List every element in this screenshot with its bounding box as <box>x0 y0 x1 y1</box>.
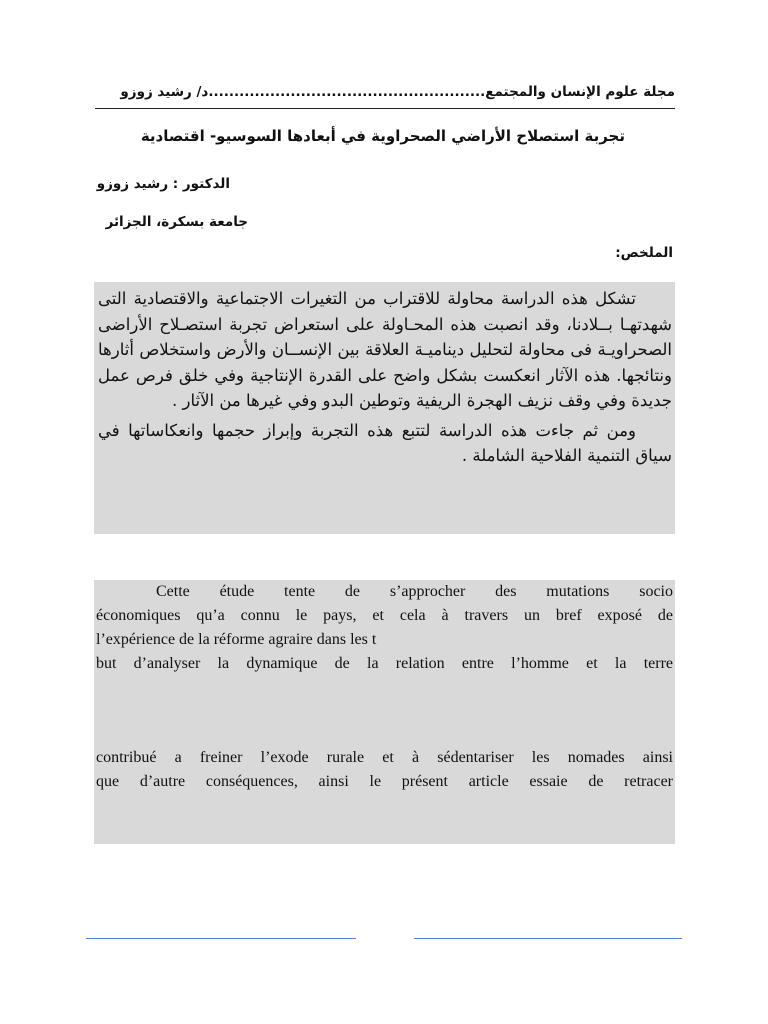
footnote-separator-left <box>86 938 356 939</box>
french-line-1: Cette étude tente de s’approcher des mutations socio <box>156 583 673 600</box>
french-abstract-block-1 <box>96 580 673 676</box>
article-title: تجربة استصلاح الأراضي الصحراوية في أبعادها السوسيو- اقتصادية <box>140 127 625 145</box>
running-header <box>95 84 675 109</box>
french-line-5: contribué a freiner l’exode rurale et à sédentariser les nomades ainsi <box>96 749 673 766</box>
abstract-heading: الملخص: <box>615 245 673 261</box>
french-line-6: que d’autre conséquences, ainsi le présent article essaie de retracer <box>96 773 673 790</box>
arabic-abstract-paragraph-1: تشكل هذه الدراسة محاولة للاقتراب من التغيرات الاجتماعية والاقتصادية التى شهدتهـا بــلادنا، وقد انصبت هذه المحـاولة على استعراض تجربة استصـلاح الأراضى الصحراويـة فى محاولة لتحليل ديناميـة العلاقة بين الإنســان والأرض واستخلاص أثارها ونتائجها. هذه الآثار انعكست بشكل واضح على القدرة الإنتاجية وفي خلق فرص عمل جديدة وفي وقف نزيف الهجرة الريفية وتوطين البدو وفي غيرها من الآثار . <box>98 289 672 410</box>
french-abstract-box <box>94 580 675 844</box>
french-line-4: but d’analyser la dynamique de la relation entre l’homme et la terre <box>96 655 673 672</box>
arabic-abstract-paragraph-2: ومن ثم جاءت هذه الدراسة لتتبع هذه التجربة وإبراز حجمها وانعكاساتها في سياق التنمية الفلاحية الشاملة . <box>98 420 672 465</box>
arabic-abstract-box <box>94 282 675 534</box>
footnote-separator-right <box>414 938 682 939</box>
university-name: جامعة بسكرة، الجزائر <box>105 214 248 230</box>
french-line-3: l’expérience de la réforme agraire dans les t <box>96 631 377 648</box>
french-abstract-block-2 <box>96 746 673 794</box>
journal-header-text: مجلة علوم الإنسان والمجتمع......................................................د/ رشيد زوزو <box>120 84 675 100</box>
french-line-2: économiques qu’a connu le pays, et cela à travers un bref exposé de <box>96 607 673 624</box>
author-name: الدكتور : رشيد زوزو <box>96 176 230 192</box>
arabic-abstract <box>94 282 675 469</box>
